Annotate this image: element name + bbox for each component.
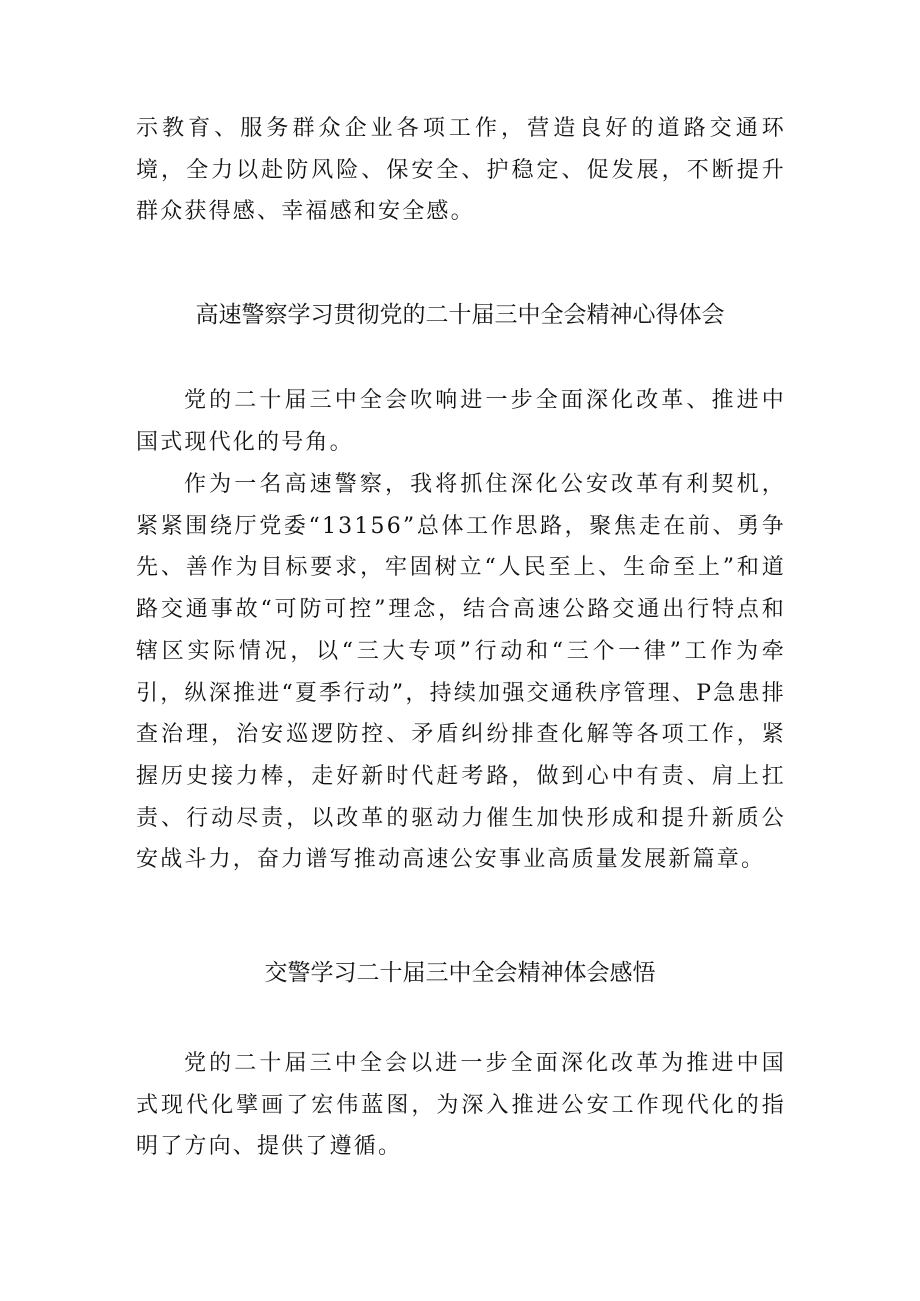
article2-title: 交警学习二十届三中全会精神体会感悟 xyxy=(264,960,656,986)
article1-paragraph: 作为一名高速警察，我将抓住深化公安改革有利契机，紧紧围绕厅党委“13156”总体工作思路，聚焦走在前、勇争先、善作为目标要求，牢固树立“人民至上、生命至上”和道路交通事故“可防可控”理念，结合高速公路交通出行特点和辖区实际情况，以“三大专项”行动和“三个一律”工作为牵引，纵深推进“夏季行动”，持续加强交通秩序管理、P急患排查治理，治安巡逻防控、矛盾纠纷排查化解等各项工作，紧握历史接力棒，走好新时代赶考路，做到心中有责、肩上扛责、行动尽责，以改革的驱动力催生加快形成和提升新质公安战斗力，奋力谱写推动高速公安事业高质量发展新篇章。 xyxy=(136,472,786,873)
intro-paragraph: 示教育、服务群众企业各项工作，营造良好的道路交通环境，全力以赴防风险、保安全、护稳定、促发展，不断提升群众获得感、幸福感和安全感。 xyxy=(136,116,786,225)
article2-paragraph: 党的二十届三中全会以进一步全面深化改革为推进中国式现代化擘画了宏伟蓝图，为深入推进公安工作现代化的指明了方向、提供了遵循。 xyxy=(136,1051,786,1160)
article1-title: 高速警察学习贯彻党的二十届三中全会精神心得体会 xyxy=(195,302,725,328)
article1-paragraph: 党的二十届三中全会吹响进一步全面深化改革、推进中国式现代化的号角。 xyxy=(136,388,786,455)
